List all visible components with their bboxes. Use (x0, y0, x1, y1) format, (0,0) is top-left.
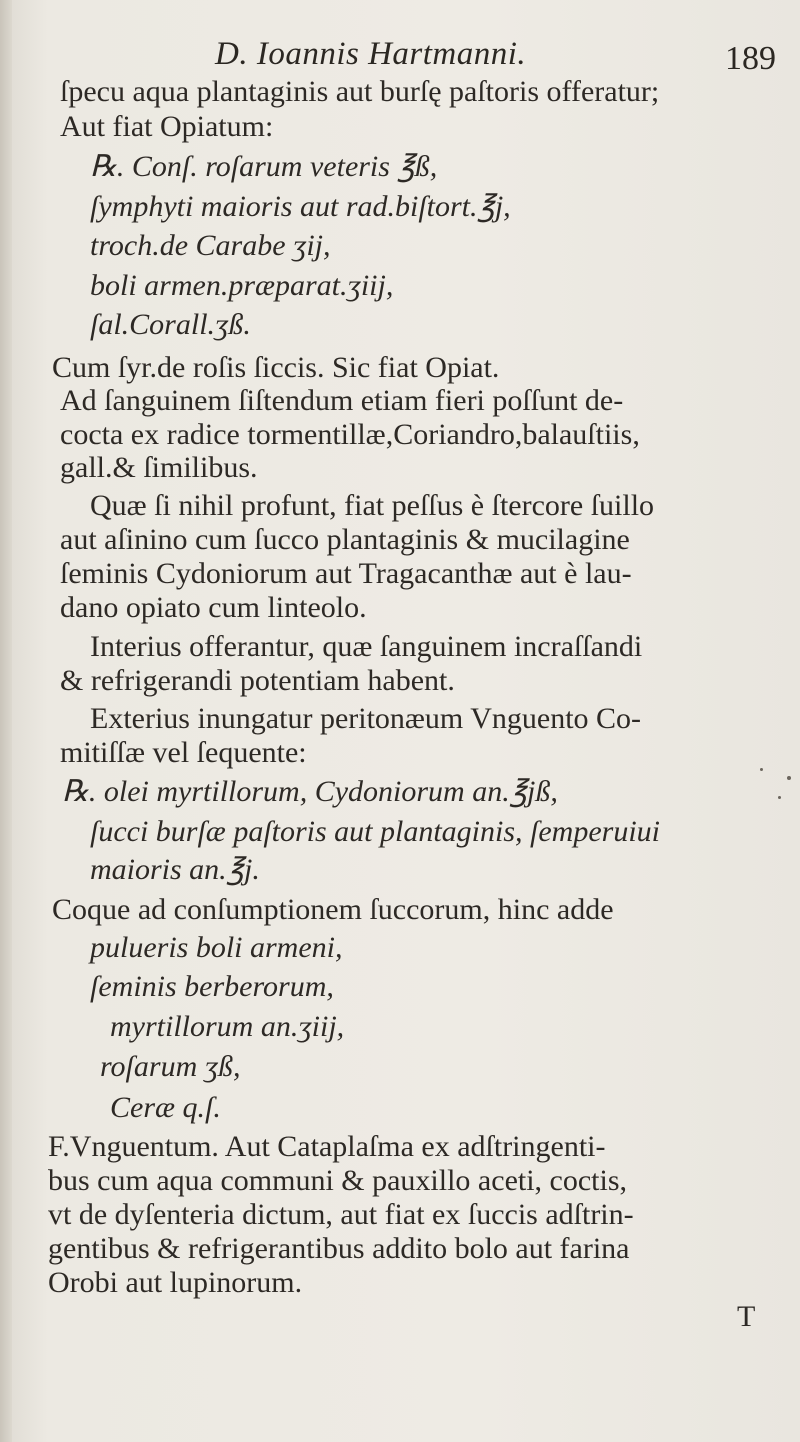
text-line: maioris an.℥j. (90, 853, 260, 886)
text-line: troch.de Carabe ʒij, (90, 229, 331, 262)
text-line: F.Vnguentum. Aut Cataplaſma ex adſtringenti- (48, 1130, 606, 1163)
text-line: Interius offerantur, quæ ſanguinem incraſſandi (90, 630, 643, 663)
text-line: dano opiato cum linteolo. (60, 591, 367, 624)
ink-speck (778, 796, 781, 799)
text-line: boli armen.præparat.ʒiij, (90, 269, 394, 302)
text-line: ſpecu aqua plantaginis aut burſę paſtoris offeratur; (60, 75, 660, 108)
text-line: cocta ex radice tormentillæ,Coriandro,balauſtiis, (60, 418, 640, 451)
text-line: gentibus & refrigerantibus addito bolo aut farina (48, 1232, 630, 1265)
text-line: Cum ſyr.de roſis ſiccis. Sic fiat Opiat. (52, 351, 500, 384)
ink-speck (760, 768, 763, 771)
ink-speck (787, 776, 791, 780)
text-line: Ceræ q.ſ. (110, 1091, 221, 1124)
text-line: vt de dyſenteria dictum, aut fiat ex ſuccis adſtrin- (48, 1198, 634, 1231)
text-line: Aut fiat Opiatum: (60, 110, 274, 143)
text-line: ℞. olei myrtillorum, Cydoniorum an.℥jß, (62, 775, 558, 808)
catchword: T (737, 1300, 756, 1333)
text-line: ſal.Corall.ʒß. (90, 308, 251, 341)
text-line: myrtillorum an.ʒiij, (110, 1010, 345, 1043)
text-line: ſucci burſæ paſtoris aut plantaginis, ſemperuiui (90, 815, 660, 848)
text-line: Coque ad conſumptionem ſuccorum, hinc adde (52, 893, 614, 926)
page-number: 189 (725, 40, 776, 77)
text-line: roſarum ʒß, (100, 1050, 241, 1083)
text-line: ℞. Conſ. roſarum veteris ℥ß, (90, 150, 438, 183)
text-line: Orobi aut lupinorum. (48, 1266, 303, 1299)
text-line: Ad ſanguinem ſiſtendum etiam fieri poſſunt de- (60, 384, 624, 417)
text-line: Exterius inungatur peritonæum Vnguento Co- (90, 702, 642, 735)
text-line: pulueris boli armeni, (90, 931, 343, 964)
text-line: mitiſſæ vel ſequente: (60, 736, 307, 769)
text-line: bus cum aqua communi & pauxillo aceti, coctis, (48, 1164, 628, 1197)
text-line: ſymphyti maioris aut rad.biſtort.℥j, (90, 190, 511, 223)
page-gutter (0, 0, 12, 1442)
text-line: ſeminis Cydoniorum aut Tragacanthæ aut è lau- (60, 557, 632, 590)
text-line: Quæ ſi nihil profunt, fiat peſſus è ſtercore ſuillo (90, 489, 655, 522)
running-head: D. Ioannis Hartmanni. (215, 36, 527, 72)
text-line: & refrigerandi potentiam habent. (60, 664, 455, 697)
text-line: aut aſinino cum ſucco plantaginis & mucilagine (60, 523, 630, 556)
text-line: gall.& ſimilibus. (60, 451, 258, 484)
page-header (0, 28, 800, 78)
text-line: ſeminis berberorum, (90, 970, 334, 1003)
